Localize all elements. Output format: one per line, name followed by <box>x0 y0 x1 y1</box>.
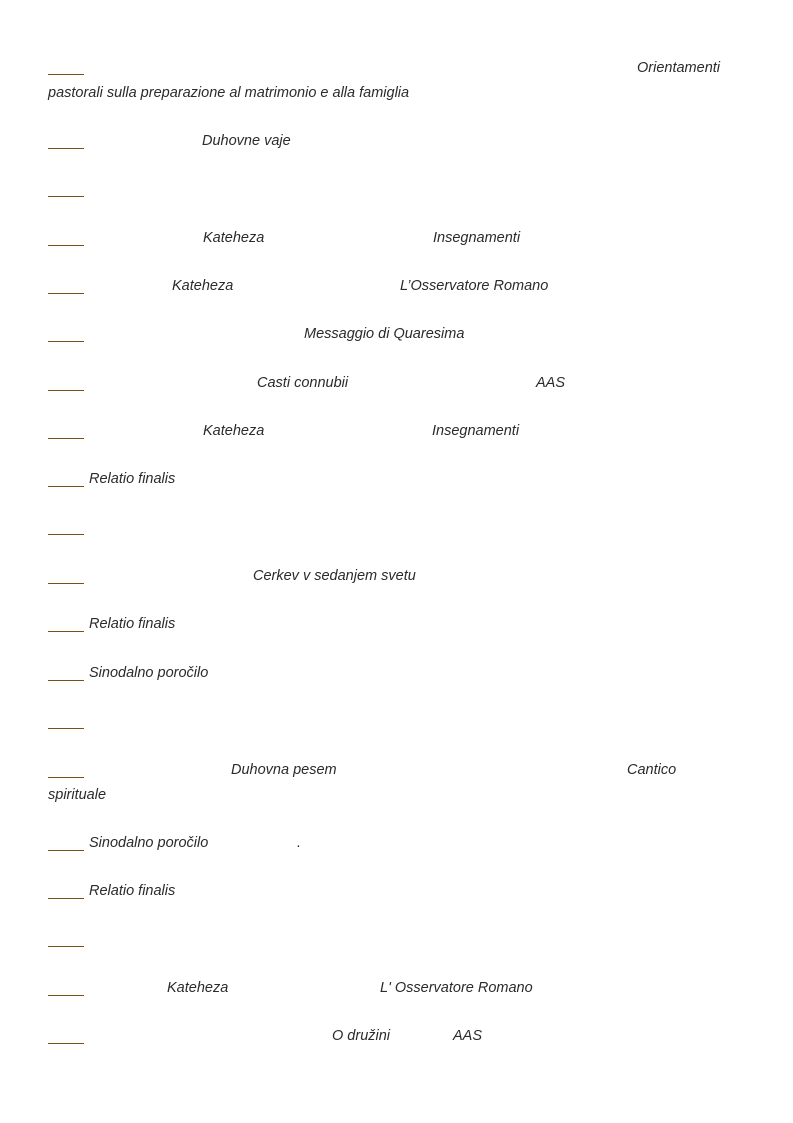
citation-text: Orientamenti <box>637 60 721 76</box>
citation-text: Kateheza <box>167 980 229 996</box>
citation-text: Casti connubii <box>257 375 349 391</box>
citation-blank-19 <box>48 995 84 996</box>
citation-text: Duhovna pesem <box>231 762 337 778</box>
citation-text: L' Osservatore Romano <box>380 980 533 996</box>
citation-text: Duhovne vaje <box>202 133 291 149</box>
citation-blank-6 <box>48 341 84 342</box>
citation-blank-4 <box>48 245 84 246</box>
citation-blank-17 <box>48 898 84 899</box>
citation-text: Relatio finalis <box>89 883 176 899</box>
citation-blank-12 <box>48 631 84 632</box>
citation-blank-8 <box>48 438 84 439</box>
citation-text: Sinodalno poročilo <box>89 835 209 851</box>
citation-text: Messaggio di Quaresima <box>304 326 465 342</box>
citation-text: spirituale <box>48 787 107 803</box>
citation-blank-16 <box>48 850 84 851</box>
citation-blank-1 <box>48 74 84 75</box>
citation-blank-11 <box>48 583 84 584</box>
citation-blank-7 <box>48 390 84 391</box>
citation-text: Kateheza <box>203 230 265 246</box>
citation-text: pastorali sulla preparazione al matrimonio e alla famiglia <box>48 85 410 101</box>
citation-blank-18 <box>48 946 84 947</box>
citation-blank-15 <box>48 777 84 778</box>
citation-blank-10 <box>48 534 84 535</box>
citation-blank-3 <box>48 196 84 197</box>
citation-text: Cerkev v sedanjem svetu <box>253 568 416 584</box>
citation-text: AAS <box>453 1028 483 1044</box>
citation-text: L’Osservatore Romano <box>400 278 549 294</box>
citation-blank-20 <box>48 1043 84 1044</box>
citation-text: O družini <box>332 1028 391 1044</box>
citation-blank-9 <box>48 486 84 487</box>
citation-text: AAS <box>536 375 566 391</box>
citation-text: Cantico <box>627 762 677 778</box>
citation-blank-5 <box>48 293 84 294</box>
citation-text: Insegnamenti <box>432 423 520 439</box>
citation-text: Kateheza <box>203 423 265 439</box>
citation-blank-2 <box>48 148 84 149</box>
citation-text: Kateheza <box>172 278 234 294</box>
citation-text: Sinodalno poročilo <box>89 665 209 681</box>
citation-text: Relatio finalis <box>89 616 176 632</box>
citation-text: Insegnamenti <box>433 230 521 246</box>
citation-text: Relatio finalis <box>89 471 176 487</box>
citation-blank-13 <box>48 680 84 681</box>
citation-blank-14 <box>48 728 84 729</box>
citation-text: . <box>297 835 302 851</box>
